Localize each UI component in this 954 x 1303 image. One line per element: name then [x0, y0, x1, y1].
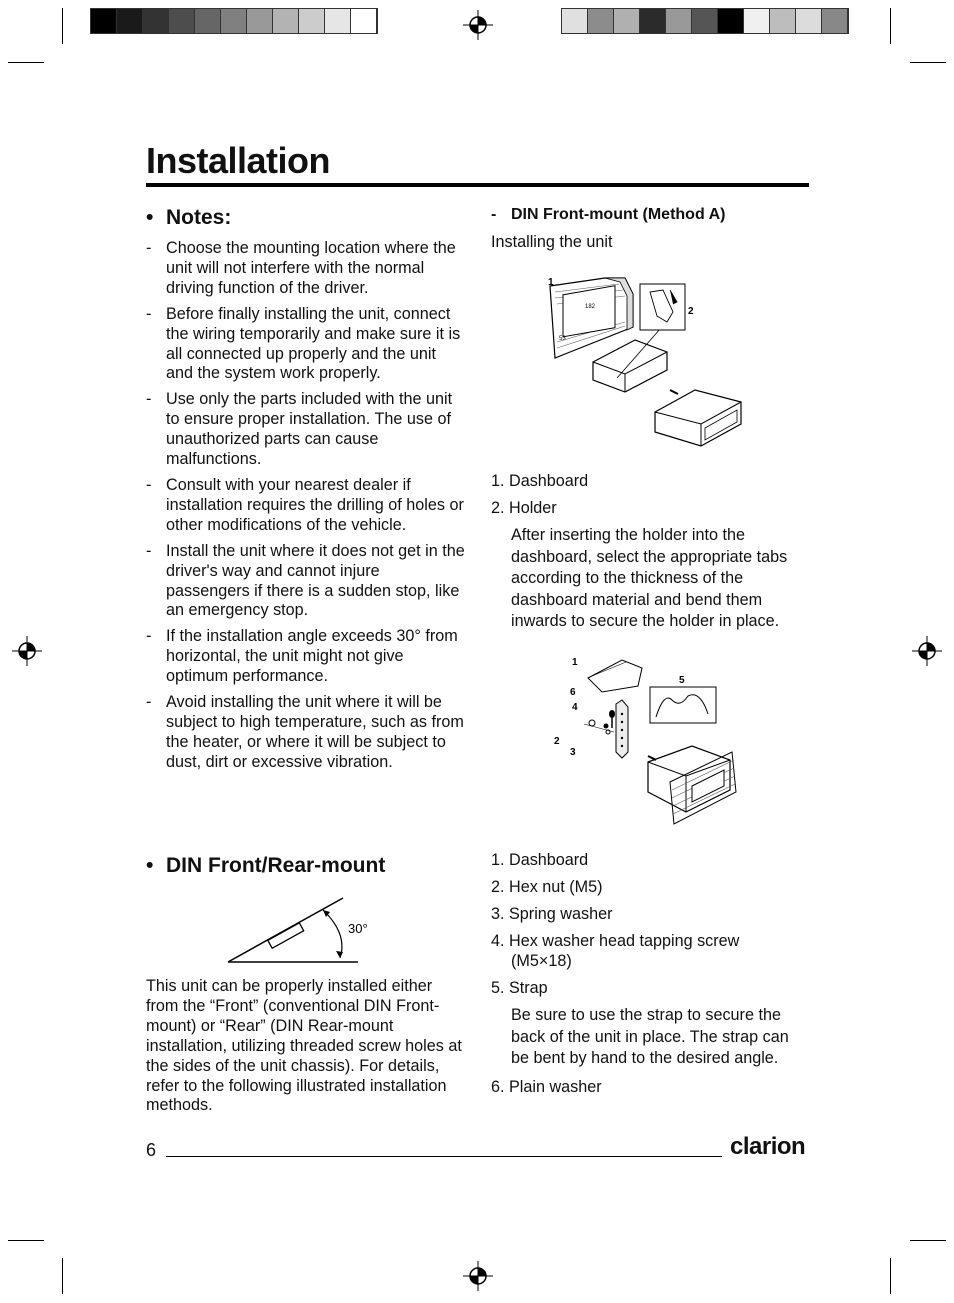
fig1-dim-label: 53 — [559, 336, 566, 342]
strap-installation-figure — [552, 652, 737, 827]
color-swatch — [195, 9, 221, 33]
method-a-heading: - DIN Front-mount (Method A) — [491, 206, 726, 223]
fig1-dim-label: 182 — [585, 304, 596, 310]
registration-target-icon — [912, 636, 942, 666]
list-item: - Use only the parts included with the unit to ensure proper installation. The use of unauthorized parts can cause malfunctions. — [146, 390, 453, 469]
note-text: Install the unit where it does not get in the driver's way and cannot injure passengers if there is a sudden stop, like an emergency stop. — [166, 541, 465, 620]
footer-divider — [166, 1156, 722, 1157]
registration-target-icon — [463, 10, 493, 40]
din-body-text: This unit can be properly installed either from the “Front” (conventional DIN Front-mount) or “Rear” (DIN Rear-mount installation, utilizing threaded screw holes at the sides of the unit chassis). For details, refer to the following illustrated installation methods. — [146, 977, 462, 1115]
parts-list-2 — [491, 850, 811, 1104]
fig1-callout: 1 — [548, 277, 554, 288]
notes-heading-text: Notes: — [166, 206, 232, 229]
fig2-callout: 6 — [570, 687, 576, 698]
parts-list-1 — [491, 471, 811, 640]
color-swatch — [822, 9, 848, 33]
fig2-callout: 2 — [554, 736, 560, 747]
note-text: Choose the mounting location where the unit will not interfere with the normal driving function of the driver. — [166, 239, 456, 297]
color-swatch — [718, 9, 744, 33]
fig1-callout: 2 — [688, 306, 694, 317]
strap-note: Be sure to use the strap to secure the back of the unit in place. The strap can be bent by hand to the desired angle. — [511, 1006, 789, 1067]
list-item: 1. Dashboard — [491, 472, 589, 490]
notes-list — [146, 239, 466, 779]
holder-installation-figure — [545, 272, 750, 452]
color-swatch — [692, 9, 718, 33]
color-swatch — [143, 9, 169, 33]
note-text: Avoid installing the unit where it will be subject to high temperature, such as from the heater, or where it will be subject to dust, dirt or excessive vibration. — [166, 693, 464, 771]
title-divider — [146, 183, 809, 187]
color-swatch — [770, 9, 796, 33]
color-swatch — [117, 9, 143, 33]
list-item-continuation: (M5×18) — [511, 952, 572, 970]
fig2-callout: 3 — [570, 747, 576, 758]
list-item: 5. Strap — [491, 979, 548, 997]
list-item: 6. Plain washer — [491, 1077, 602, 1096]
registration-target-icon — [463, 1261, 493, 1291]
color-swatch — [299, 9, 325, 33]
fig2-callout: 5 — [679, 675, 685, 686]
registration-target-icon — [12, 636, 42, 666]
color-calibration-bar-right — [561, 8, 849, 34]
angle-diagram — [228, 896, 388, 966]
list-item: - Avoid installing the unit where it will be subject to high temperature, such as from the heater, or where it will be subject to dust, dirt or excessive vibration. — [146, 693, 464, 771]
color-swatch — [614, 9, 640, 33]
color-swatch — [666, 9, 692, 33]
list-item: - If the installation angle exceeds 30° from horizontal, the unit might not give optimum performance. — [146, 627, 458, 686]
color-swatch — [169, 9, 195, 33]
list-item — [491, 931, 811, 971]
list-item: - Choose the mounting location where the unit will not interfere with the normal driving function of the driver. — [146, 239, 456, 297]
fig2-callout: 4 — [572, 702, 578, 713]
list-item: 1. Dashboard — [491, 851, 589, 869]
note-text: Use only the parts included with the unit to ensure proper installation. The use of unauthorized parts can cause malfunctions. — [166, 390, 453, 469]
list-item: 2. Hex nut (M5) — [491, 878, 603, 896]
color-swatch — [588, 9, 614, 33]
list-item: - Before finally installing the unit, connect the wiring temporarily and make sure it is all connected up properly and the unit and the system work properly. — [146, 304, 461, 383]
color-swatch — [744, 9, 770, 33]
note-text: If the installation angle exceeds 30° from horizontal, the unit might not give optimum performance. — [166, 627, 458, 686]
color-swatch — [796, 9, 822, 33]
list-item-text: 4. Hex washer head tapping screw — [491, 932, 740, 950]
din-heading — [146, 854, 385, 878]
holder-note: After inserting the holder into the dashboard, select the appropriate tabs according to the thickness of the dashboard material and bend them inwards to secure the holder in place. — [511, 526, 788, 630]
bullet-icon: • — [146, 206, 154, 229]
method-a-intro: Installing the unit — [491, 233, 613, 251]
note-text: Before finally installing the unit, connect the wiring temporarily and make sure it is all connected up properly and the unit and the system work properly. — [166, 304, 461, 383]
color-calibration-bar-left — [90, 8, 378, 34]
color-swatch — [273, 9, 299, 33]
note-text: Consult with your nearest dealer if installation requires the drilling of holes or other modifications of the vehicle. — [166, 475, 464, 534]
color-swatch — [247, 9, 273, 33]
color-swatch — [562, 9, 588, 33]
method-a-heading-text: DIN Front-mount (Method A) — [511, 206, 726, 223]
din-heading-text: DIN Front/Rear-mount — [166, 854, 386, 877]
list-item: 3. Spring washer — [491, 905, 613, 923]
list-item: 2. Holder — [491, 499, 557, 517]
list-item: - Install the unit where it does not get in the driver's way and cannot injure passengers if there is a sudden stop, like an emergency stop. — [146, 541, 465, 620]
notes-heading — [146, 206, 231, 230]
brand-logo: clarion — [730, 1133, 806, 1160]
fig2-callout: 1 — [572, 657, 578, 668]
angle-label: 30° — [348, 921, 368, 936]
page-number: 6 — [146, 1140, 157, 1160]
bullet-icon: • — [146, 854, 154, 877]
color-swatch — [640, 9, 666, 33]
color-swatch — [221, 9, 247, 33]
color-swatch — [325, 9, 351, 33]
page-title: Installation — [146, 140, 331, 181]
color-swatch — [351, 9, 377, 33]
list-item: - Consult with your nearest dealer if installation requires the drilling of holes or other modifications of the vehicle. — [146, 475, 464, 534]
color-swatch — [91, 9, 117, 33]
